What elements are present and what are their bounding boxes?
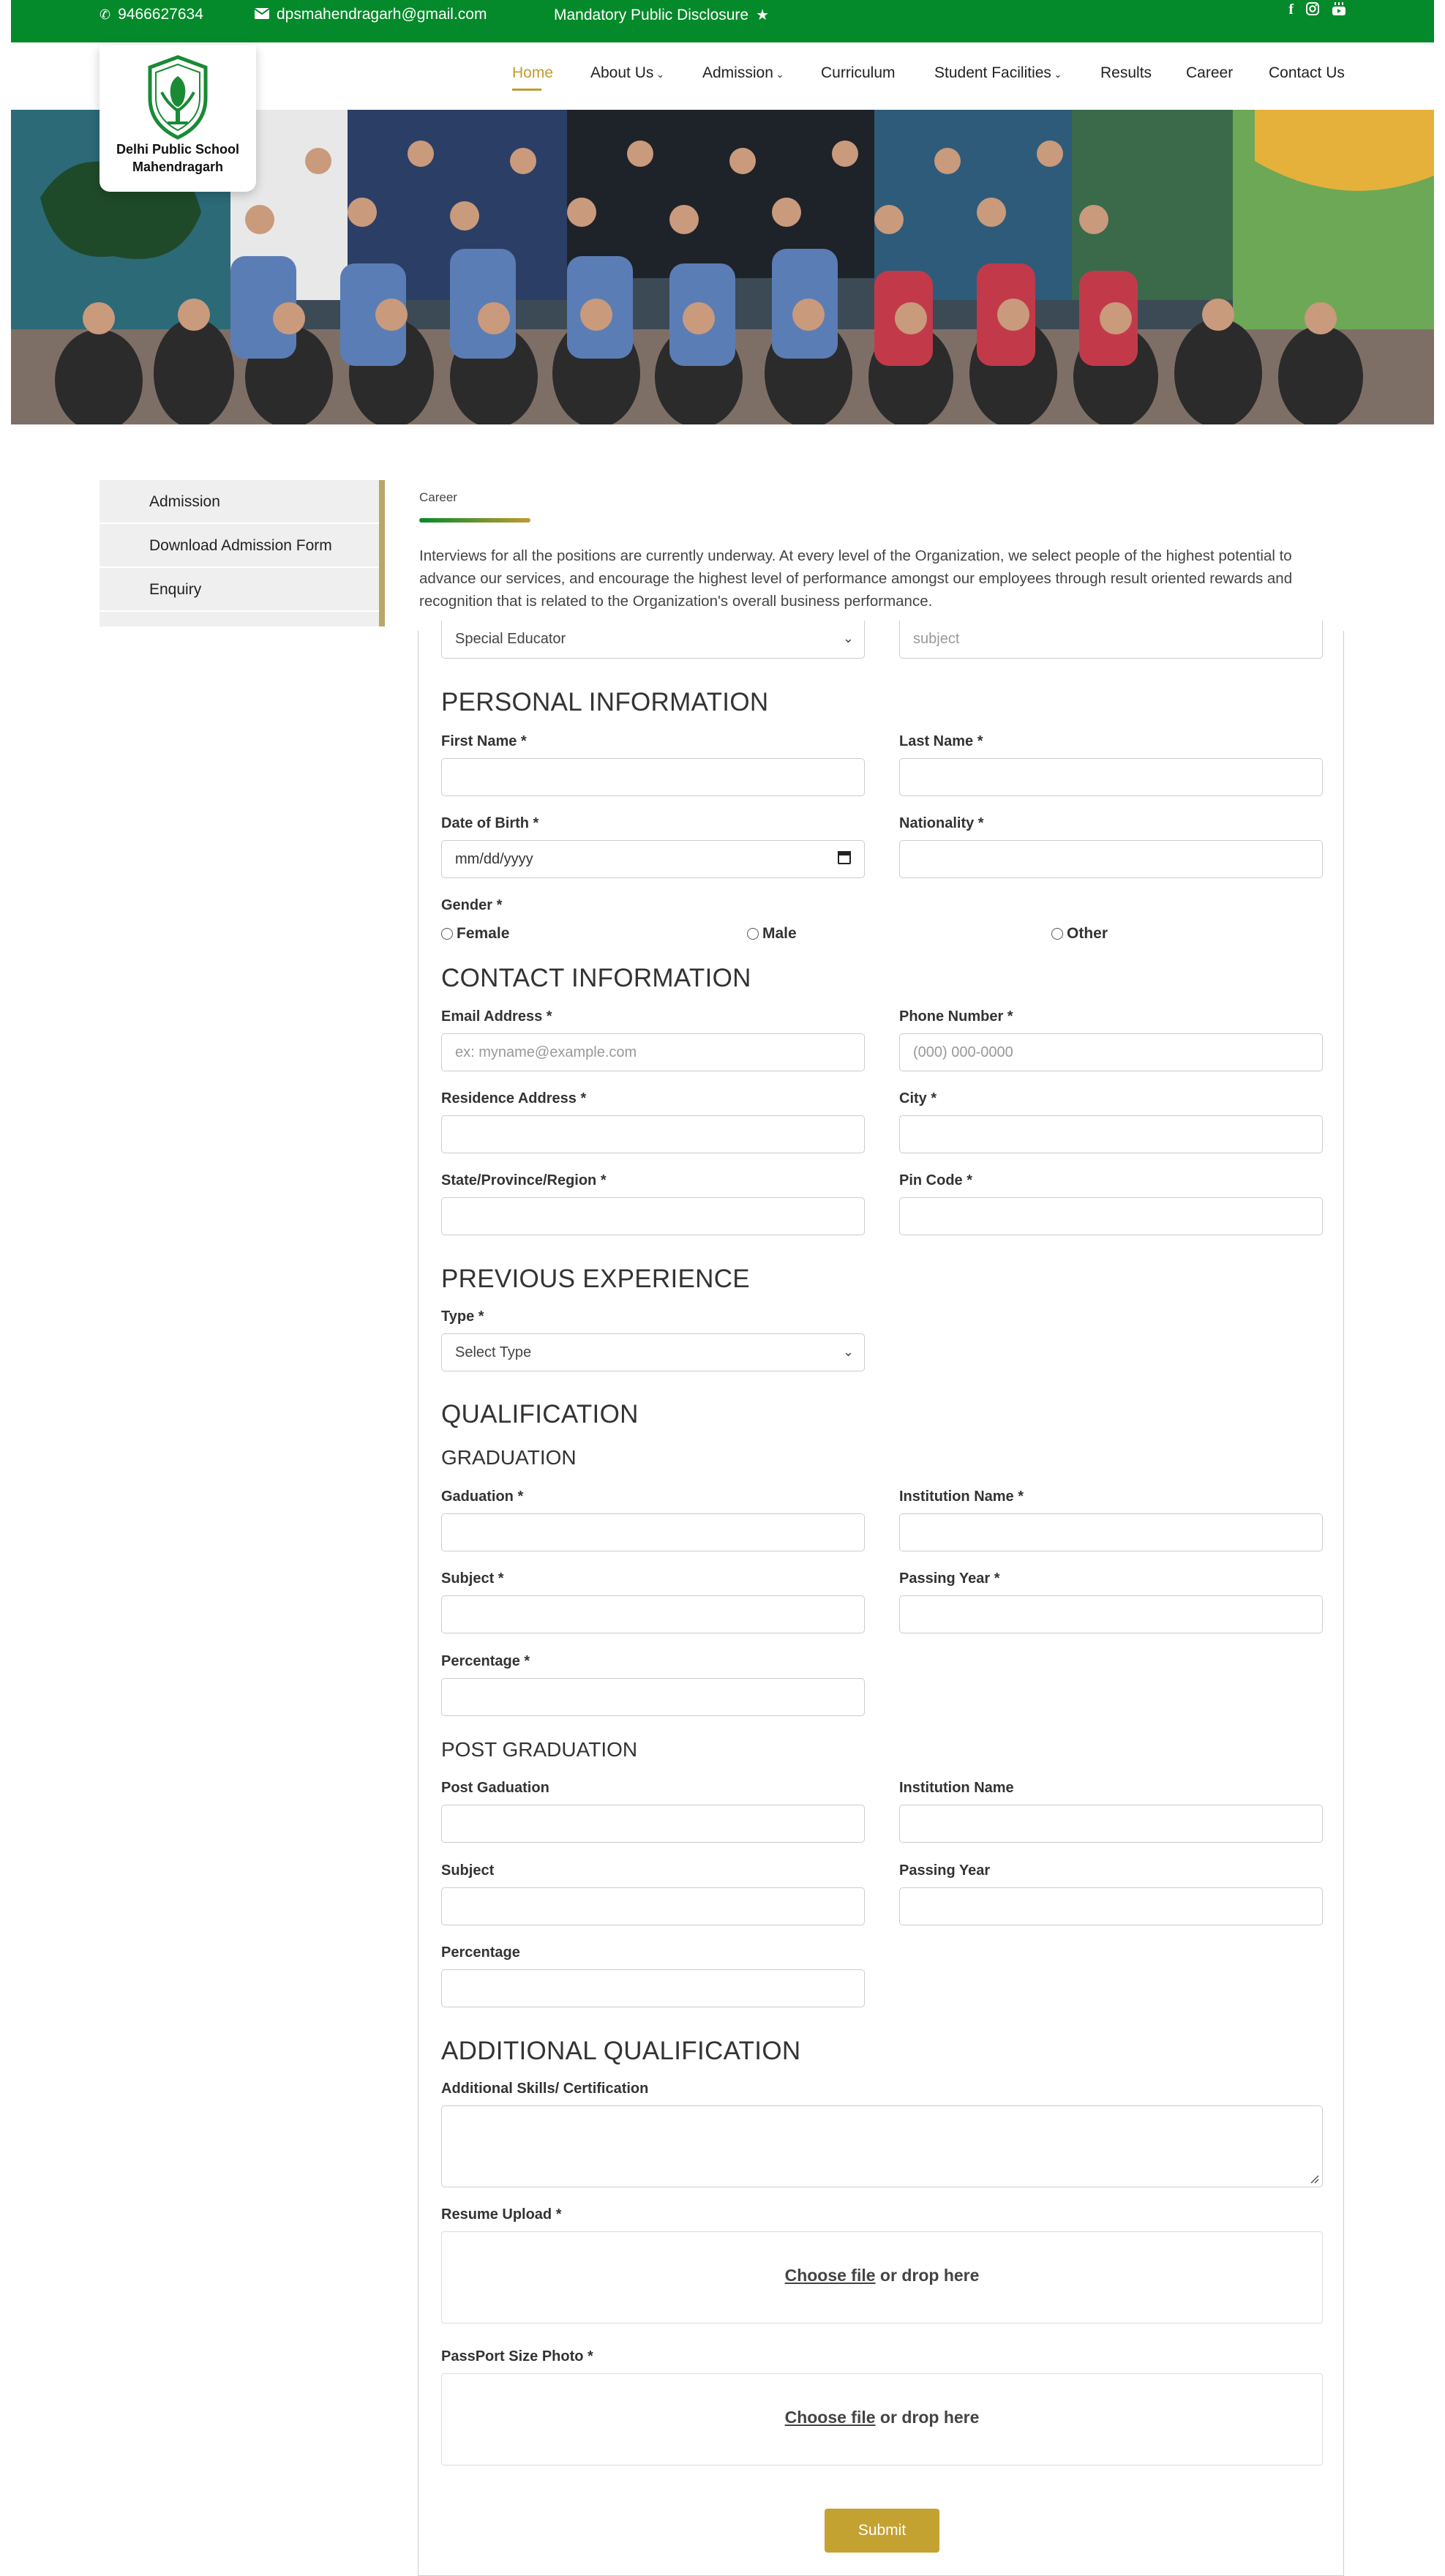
additional-skills-textarea[interactable] — [441, 2105, 1323, 2187]
nav-student-facilities-label: Student Facilities — [934, 64, 1051, 81]
subject-input[interactable] — [899, 621, 1323, 659]
post-graduation-label: Post Gaduation — [441, 1780, 549, 1796]
photo-choose-file-link[interactable]: Choose file — [784, 2408, 876, 2427]
residence-address-input[interactable] — [441, 1115, 865, 1153]
email-input[interactable] — [441, 1033, 865, 1071]
first-name-input[interactable] — [441, 758, 865, 796]
phone-icon: ✆ — [100, 7, 111, 22]
post-graduation-passing-year-label: Passing Year — [899, 1862, 991, 1879]
passport-photo-label: PassPort Size Photo * — [441, 2348, 593, 2365]
post-graduation-passing-year-input[interactable] — [899, 1887, 1323, 1925]
nav-active-underline — [512, 89, 541, 91]
star-icon: ★ — [756, 7, 770, 23]
instagram-icon[interactable] — [1305, 1, 1320, 20]
date-of-birth-input[interactable] — [441, 840, 865, 878]
nav-curriculum[interactable]: Curriculum — [821, 64, 896, 81]
school-name-line2: Mahendragarh — [132, 160, 224, 174]
post-graduation-institution-input[interactable] — [899, 1805, 1323, 1843]
chevron-down-icon: ⌄ — [842, 631, 854, 645]
graduation-subject-label: Subject * — [441, 1570, 504, 1587]
school-name — [100, 141, 256, 176]
resize-handle-icon[interactable] — [1309, 2174, 1319, 2184]
submit-button[interactable]: Submit — [825, 2509, 939, 2553]
career-intro-text: Interviews for all the positions are currently underway. At every level of the Organization, we select people of the highest potential to advance our services, and encourage the highest level of performance amongst our employees through result oriented rewards and recognition that is related to the Organization's overall business performance. — [419, 547, 1293, 610]
state-input[interactable] — [441, 1197, 865, 1235]
state-label: State/Province/Region * — [441, 1172, 607, 1188]
sidebar-item-download-admission-form[interactable]: Download Admission Form — [100, 524, 379, 568]
sidebar-item-enquiry[interactable]: Enquiry — [100, 568, 379, 612]
experience-type-select[interactable] — [441, 1333, 865, 1371]
nav-about-us[interactable] — [590, 64, 664, 82]
personal-information-heading: PERSONAL INFORMATION — [441, 688, 769, 716]
nav-results[interactable]: Results — [1100, 64, 1152, 81]
post-graduation-subject-label: Subject — [441, 1862, 495, 1879]
envelope-icon — [255, 6, 269, 23]
nav-about-us-label: About Us — [590, 64, 654, 81]
experience-type-label: Type * — [441, 1308, 484, 1325]
city-label: City * — [899, 1090, 937, 1107]
graduation-input[interactable] — [441, 1513, 865, 1551]
radio-circle-icon — [1051, 928, 1063, 940]
phone-contact[interactable] — [100, 6, 203, 23]
radio-circle-icon — [441, 928, 453, 940]
qualification-heading: QUALIFICATION — [441, 1400, 639, 1429]
radio-circle-icon — [747, 928, 759, 940]
youtube-icon[interactable] — [1332, 1, 1346, 20]
nav-admission[interactable] — [702, 64, 784, 82]
post-graduation-input[interactable] — [441, 1805, 865, 1843]
gender-male-radio[interactable] — [747, 925, 797, 943]
residence-address-label: Residence Address * — [441, 1090, 587, 1107]
post-graduation-percentage-input[interactable] — [441, 1969, 865, 2007]
email-placeholder: ex: myname@example.com — [455, 1044, 637, 1060]
pin-code-label: Pin Code * — [899, 1172, 973, 1188]
nav-career[interactable]: Career — [1186, 64, 1234, 81]
graduation-subject-input[interactable] — [441, 1595, 865, 1633]
disclosure-label: Mandatory Public Disclosure — [554, 6, 749, 23]
social-links — [1288, 1, 1346, 20]
nav-contact-us[interactable]: Contact Us — [1269, 64, 1345, 81]
pin-code-input[interactable] — [899, 1197, 1323, 1235]
photo-drop-text: or drop here — [875, 2408, 980, 2427]
experience-type-value: Select Type — [455, 1344, 532, 1360]
position-select-value: Special Educator — [455, 631, 566, 647]
school-logo[interactable] — [100, 45, 256, 192]
nav-home[interactable]: Home — [512, 64, 554, 81]
title-underline — [419, 518, 530, 523]
first-name-label: First Name * — [441, 733, 527, 749]
post-graduation-percentage-label: Percentage — [441, 1944, 520, 1961]
resume-dropzone[interactable] — [441, 2231, 1323, 2324]
phone-number: 9466627634 — [118, 6, 203, 23]
facebook-icon[interactable]: f — [1288, 1, 1294, 18]
subject-placeholder: subject — [913, 631, 960, 647]
phone-placeholder: (000) 000-0000 — [913, 1044, 1013, 1060]
page-title: Career — [419, 490, 457, 504]
graduation-label: Gaduation * — [441, 1489, 524, 1505]
school-name-line1: Delhi Public School — [116, 142, 240, 157]
date-placeholder: mm/dd/yyyy — [455, 851, 533, 867]
school-crest-icon — [141, 54, 214, 141]
contact-information-heading: CONTACT INFORMATION — [441, 964, 751, 992]
chevron-down-icon: ⌄ — [773, 69, 784, 80]
passport-photo-dropzone[interactable] — [441, 2373, 1323, 2465]
graduation-percentage-input[interactable] — [441, 1678, 865, 1716]
additional-qualification-heading: ADDITIONAL QUALIFICATION — [441, 2037, 801, 2065]
post-graduation-heading: POST GRADUATION — [441, 1738, 638, 1761]
graduation-heading: GRADUATION — [441, 1446, 577, 1469]
graduation-institution-input[interactable] — [899, 1513, 1323, 1551]
additional-skills-label: Additional Skills/ Certification — [441, 2081, 649, 2097]
email-address: dpsmahendragarh@gmail.com — [277, 6, 487, 23]
gender-male-label: Male — [762, 925, 797, 942]
gender-other-label: Other — [1067, 925, 1108, 942]
sidebar-item-admission[interactable]: Admission — [100, 480, 379, 524]
gender-female-radio[interactable] — [441, 925, 509, 943]
email-contact[interactable] — [255, 6, 487, 23]
sidebar-menu — [100, 480, 385, 626]
top-bar — [11, 0, 1434, 42]
gender-other-radio[interactable] — [1051, 925, 1108, 943]
mandatory-disclosure-link[interactable] — [554, 6, 769, 24]
nationality-input[interactable] — [899, 840, 1323, 878]
graduation-institution-label: Institution Name * — [899, 1489, 1024, 1505]
post-graduation-subject-input[interactable] — [441, 1887, 865, 1925]
resume-upload-label: Resume Upload * — [441, 2206, 562, 2223]
nav-student-facilities[interactable] — [934, 64, 1062, 82]
graduation-passing-year-label: Passing Year * — [899, 1570, 1000, 1587]
gender-label: Gender * — [441, 897, 503, 913]
phone-label: Phone Number * — [899, 1008, 1013, 1025]
chevron-down-icon: ⌄ — [842, 1344, 854, 1359]
nationality-label: Nationality * — [899, 815, 984, 831]
post-graduation-institution-label: Institution Name — [899, 1780, 1014, 1796]
chevron-down-icon: ⌄ — [1051, 69, 1062, 80]
resume-choose-file-link[interactable]: Choose file — [784, 2266, 876, 2285]
nav-admission-label: Admission — [702, 64, 773, 81]
resume-drop-text: or drop here — [875, 2266, 980, 2285]
gender-female-label: Female — [457, 925, 510, 942]
calendar-icon[interactable] — [838, 851, 851, 864]
email-label: Email Address * — [441, 1008, 552, 1025]
graduation-passing-year-input[interactable] — [899, 1595, 1323, 1633]
previous-experience-heading: PREVIOUS EXPERIENCE — [441, 1265, 750, 1293]
last-name-label: Last Name * — [899, 733, 983, 749]
chevron-down-icon: ⌄ — [653, 69, 664, 80]
position-select[interactable] — [441, 621, 865, 659]
last-name-input[interactable] — [899, 758, 1323, 796]
phone-input[interactable] — [899, 1033, 1323, 1071]
date-of-birth-label: Date of Birth * — [441, 815, 539, 831]
city-input[interactable] — [899, 1115, 1323, 1153]
graduation-percentage-label: Percentage * — [441, 1653, 530, 1669]
